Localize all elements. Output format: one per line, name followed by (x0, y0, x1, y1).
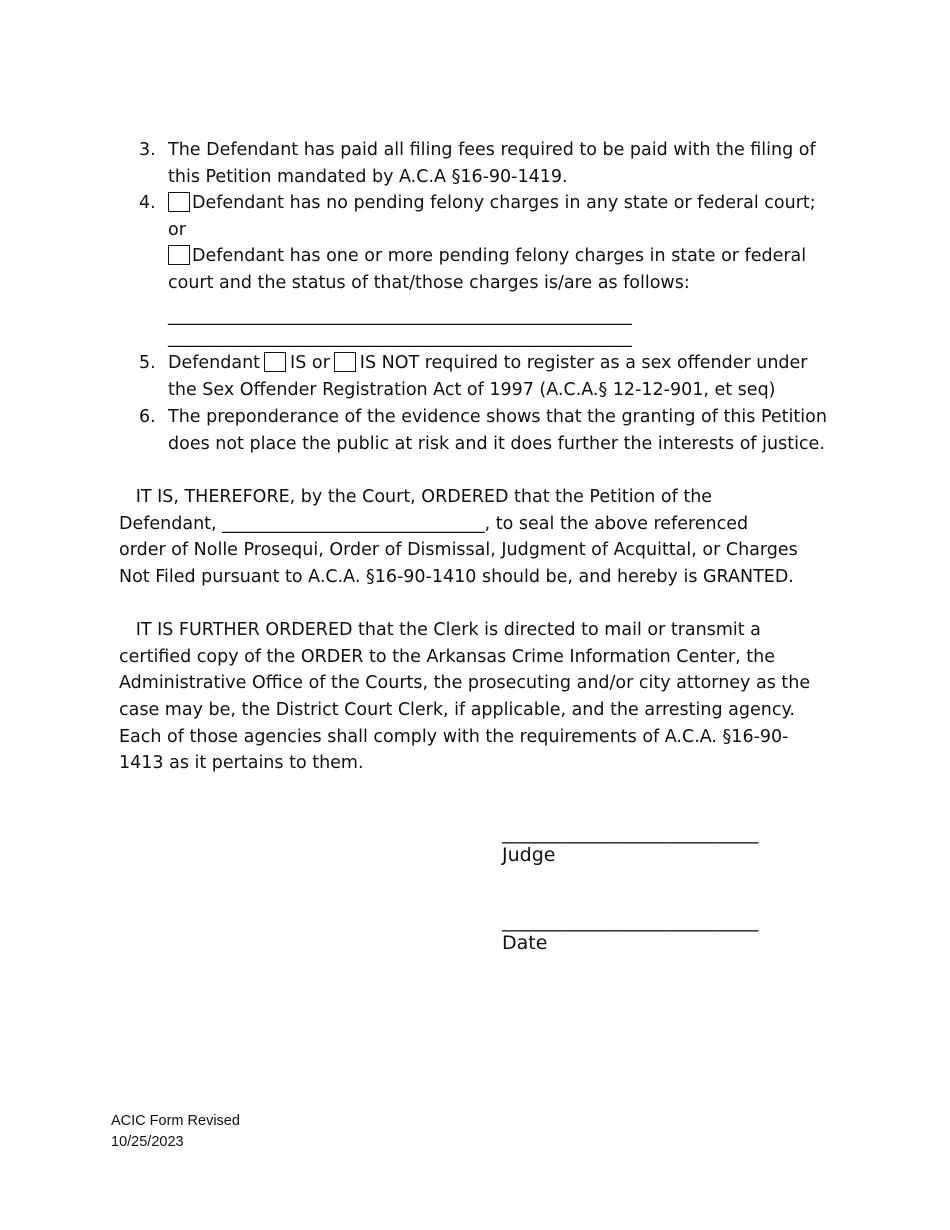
no-pending-charges-checkbox[interactable] (168, 192, 190, 212)
item-5 (139, 350, 859, 403)
item-text: Defendant has no pending felony charges in any state or federal court; (192, 193, 816, 213)
item-6 (139, 404, 859, 457)
item-text: the Sex Offender Registration Act of 1997 (A.C.A.§ 12-12-901, et seq) (168, 379, 776, 400)
item-number: 4. (139, 193, 156, 213)
item-text: The Defendant has paid all filing fees required to be paid with the filing of (168, 140, 816, 160)
paragraph-line: IT IS FURTHER ORDERED that the Clerk is directed to mail or transmit a (119, 620, 761, 640)
paragraph-line: order of Nolle Prosequi, Order of Dismissal, Judgment of Acquittal, or Charges (119, 540, 798, 561)
sex-offender-is-not-checkbox[interactable] (334, 352, 356, 372)
date-signature-line[interactable]: ___________________________ (502, 910, 759, 932)
item-3 (139, 137, 859, 190)
footer-form-name: ACIC Form Revised (111, 1113, 240, 1129)
item-text: court and the status of that/those charges is/are as follows: (168, 273, 690, 294)
item-text: Defendant has one or more pending felony charges in state or federal (192, 246, 807, 267)
judge-signature-line[interactable]: ___________________________ (502, 822, 759, 844)
paragraph-line: 1413 as it pertains to them. (119, 753, 364, 774)
item-number: 3. (139, 140, 156, 160)
item-text: this Petition mandated by A.C.A §16-90-1419. (168, 166, 568, 187)
date-label: Date (502, 932, 548, 954)
paragraph-line: certified copy of the ORDER to the Arkansas Crime Information Center, the (119, 646, 776, 667)
pending-charges-checkbox[interactable] (168, 245, 190, 265)
paragraph-line: IT IS, THEREFORE, by the Court, ORDERED that the Petition of the (119, 487, 713, 507)
item-4 (139, 190, 859, 349)
form-footer (111, 1111, 240, 1152)
item-number: 6. (139, 407, 156, 427)
item-text: IS or (290, 353, 330, 373)
further-order-paragraph (119, 617, 839, 777)
paragraph-line: Defendant, ______________________________, to seal the above referenced (119, 513, 749, 534)
date-signature-block (502, 910, 759, 954)
order-paragraph (119, 484, 839, 591)
judge-signature-block (502, 822, 759, 866)
item-text: The preponderance of the evidence shows that the granting of this Petition (168, 407, 827, 427)
judge-label: Judge (502, 844, 556, 866)
item-text: or (168, 219, 186, 240)
footer-revision-date: 10/25/2023 (111, 1133, 184, 1150)
item-text: does not place the public at risk and it does further the interests of justice. (168, 433, 825, 454)
paragraph-line: Each of those agencies shall comply with the requirements of A.C.A. §16-90- (119, 726, 789, 747)
sex-offender-is-checkbox[interactable] (264, 352, 286, 372)
paragraph-line: Administrative Office of the Courts, the prosecuting and/or city attorney as the (119, 673, 811, 694)
item-text: Defendant (168, 353, 261, 373)
charges-status-blank-line[interactable]: _____________________________________________________ (168, 305, 632, 326)
item-number: 5. (139, 353, 156, 373)
paragraph-line: Not Filed pursuant to A.C.A. §16-90-1410 should be, and hereby is GRANTED. (119, 567, 794, 588)
paragraph-line: case may be, the District Court Clerk, if applicable, and the arresting agency. (119, 700, 795, 721)
charges-status-blank-line[interactable]: _____________________________________________________ (168, 328, 632, 349)
item-text: IS NOT required to register as a sex offender under (359, 353, 808, 373)
